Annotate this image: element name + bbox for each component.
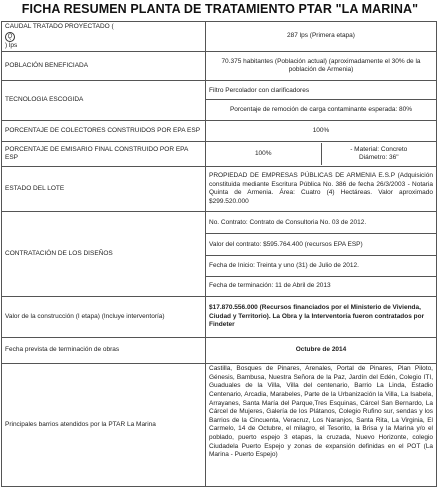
emisario-material: - Material: Concreto (350, 145, 408, 153)
document-title: FICHA RESUMEN PLANTA DE TRATAMIENTO PTAR "LA MARINA" (21, 2, 419, 16)
tecnologia-remocion: Porcentaje de remoción de carga contaminante esperada: 80% (229, 105, 413, 113)
contratacion-inicio: Fecha de Inicio: Treinta y uno (31) de Julio de 2012. (206, 256, 436, 277)
value-lote: PROPIEDAD DE EMPRESAS PÚBLICAS DE ARMENIA E.S.P (Adquisición constituida mediante Escritura Pública No. 386 de fecha 26/3/2003 - Notaria Quinta de Armenia. Área: Cuatro (4) Hectáreas. Valor aproximado $299.520.000 (206, 167, 437, 212)
label-valor: Valor de la construcción (I etapa) (Incluye interventoría) (2, 297, 206, 338)
value-emisario (206, 142, 437, 167)
contratacion-terminacion: Fecha de terminación: 11 de Abril de 2013 (209, 282, 331, 290)
row-tecnologia (2, 81, 437, 121)
emisario-detalle (322, 143, 437, 165)
tecnologia-filtro: Filtro Percolador con clarificadores (206, 82, 436, 100)
row-fecha (2, 338, 437, 364)
value-fecha: Octubre de 2014 (206, 338, 437, 364)
label-caudal-suffix: ) lps (5, 41, 18, 49)
contratacion-numero: No. Contrato: Contrato de Consultoria No. 03 de 2012. (206, 213, 436, 234)
contratacion-valor: Valor del contrato: $595.764.400 (recursos EPA ESP) (206, 234, 436, 256)
value-valor: $17.870.556.000 (Recursos financiados por el Ministerio de Vivienda, Ciudad y Territorio). La Obra y la Interventoría fueron contratados por Findeter (206, 297, 437, 338)
row-lote (2, 167, 437, 212)
label-fecha: Fecha prevista de terminación de obras (2, 338, 206, 364)
row-contratacion (2, 212, 437, 297)
row-emisario (2, 142, 437, 167)
label-tecnologia: TECNOLOGIA ESCOGIDA (2, 81, 206, 121)
value-caudal: 287 lps (Primera etapa) (206, 22, 437, 52)
flow-symbol-icon: Q (5, 32, 15, 42)
label-lote: ESTADO DEL LOTE (2, 167, 206, 212)
row-colectores (2, 121, 437, 142)
row-barrios (2, 364, 437, 487)
value-poblacion: 70.375 habitantes (Población actual) (aproximadamente el 30% de la población de Armenia) (206, 52, 437, 81)
label-poblacion: POBLACIÓN BENEFICIADA (2, 52, 206, 81)
label-contratacion: CONTRATACIÓN DE LOS DISEÑOS (2, 212, 206, 297)
label-barrios: Principales barrios atendidos por la PTAR La Marina (2, 364, 206, 487)
value-barrios: Castilla, Bosques de Pinares, Arenales, Portal de Pinares, Plan Piloto, Génesis, Bambusa, Nuestra Señora de la Paz, Jardín del Edén, Colegio ITI, Guaduales de la Villa, Villa del centenario, Barrio La Linda, Estadio Centenario, Arcadia, Marabeles, Parte de la Urbanización la Villa, La Isabela, Arrayanes, Santa María del Parque,Tres Esquinas, Cárcel San Bernardo, La Cárcel de Mujeres, Galería de los Plátanos, Colegio Rufino sur, sendas y los Barrios de la Cincuenta, Veracruz, Los Naranjos, Santa Rita, La Virginia, El Carmelo, 14 de Octubre, el milagro, el Tesorito, la Brisa y la Marina y/o el poblado, puerto espejo 3 etapas, la cruzada, Nuevo Horizonte, colegio Ciudadela Puerto Espejo y zonas de expansión definidas en el POT (La Marina - Puerto Espejo) (206, 364, 437, 487)
row-valor (2, 297, 437, 338)
value-contratacion (206, 212, 437, 297)
label-emisario: PORCENTAJE DE EMISARIO FINAL CONSTRUIDO POR EPA ESP (2, 142, 206, 167)
row-poblacion (2, 52, 437, 81)
emisario-diametro: Diámetro: 36" (358, 154, 399, 162)
row-caudal (2, 22, 437, 52)
label-caudal (2, 22, 206, 52)
emisario-porcentaje: 100% (206, 143, 322, 165)
label-caudal-prefix: CAUDAL TRATADO PROYECTADO ( (5, 23, 114, 30)
value-tecnologia (206, 81, 437, 121)
summary-table (1, 21, 437, 487)
value-colectores: 100% (206, 121, 437, 142)
label-colectores: PORCENTAJE DE COLECTORES CONSTRUIDOS POR EPA ESP (2, 121, 206, 142)
